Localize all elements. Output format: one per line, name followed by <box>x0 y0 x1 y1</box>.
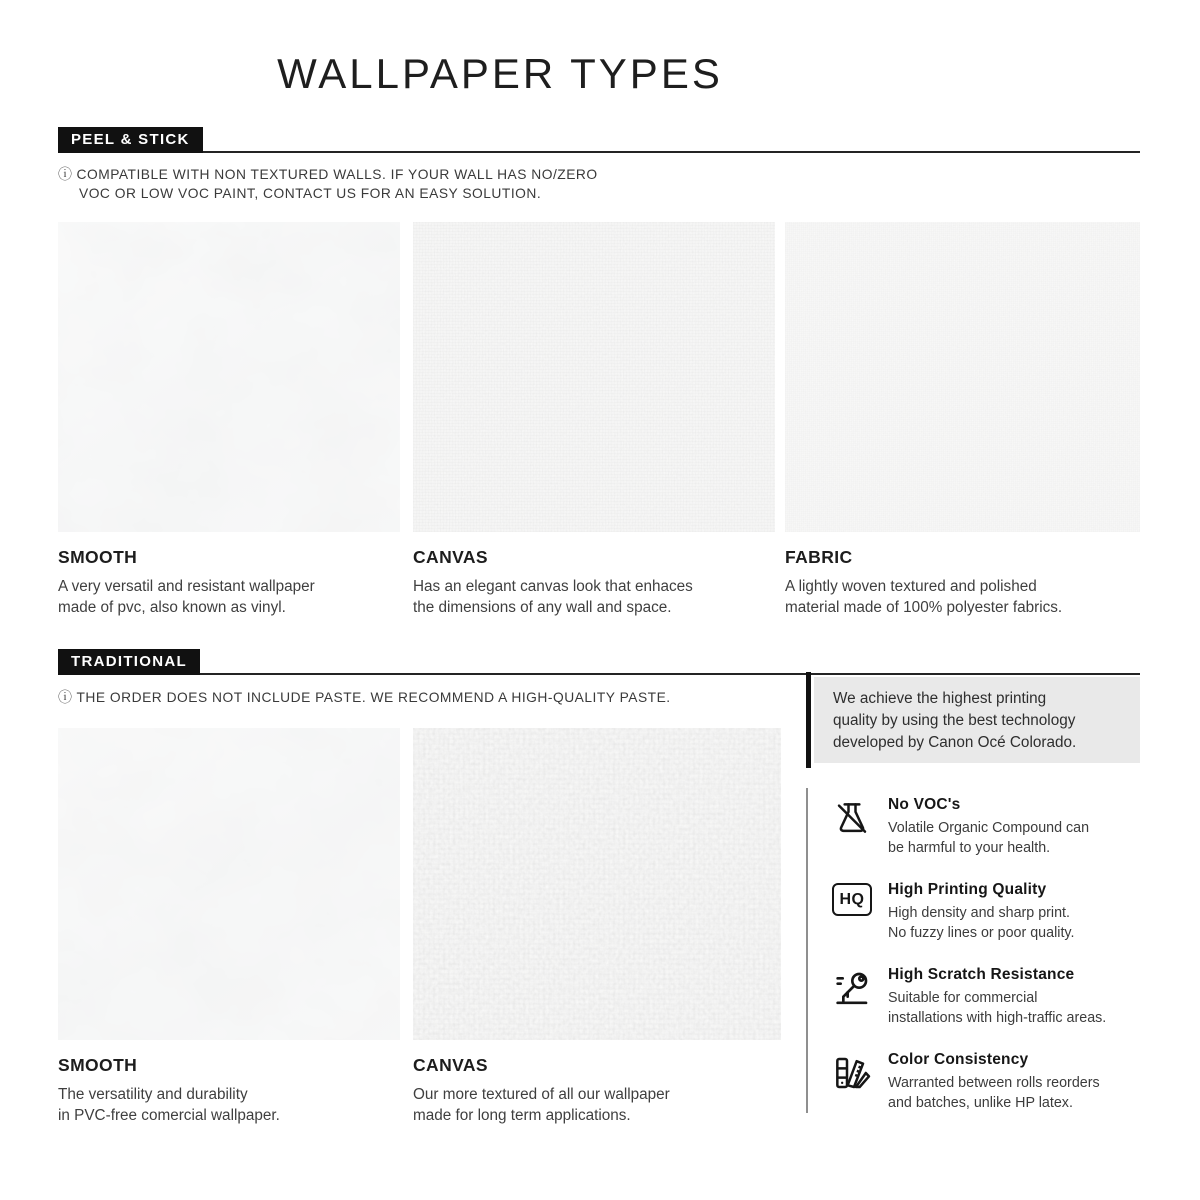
swatch-title: CANVAS <box>413 1055 488 1075</box>
texture-swatch-smooth <box>58 222 400 532</box>
swatch-desc-line: The versatility and durability <box>58 1086 248 1103</box>
swatch-description <box>413 1084 781 1126</box>
swatch-column-trad-canvas <box>413 728 781 1126</box>
swatch-description <box>58 1084 400 1126</box>
texture-swatch-canvas-coarse <box>413 728 781 1040</box>
feature-text <box>888 1051 1100 1113</box>
swatch-desc-line: A lightly woven textured and polished <box>785 578 1037 595</box>
feature-list <box>806 788 1140 1113</box>
note-line: VOC OR LOW VOC PAINT, CONTACT US FOR AN EASY SOLUTION. <box>79 186 542 201</box>
feature-desc-line: installations with high-traffic areas. <box>888 1010 1107 1026</box>
swatch-desc-line: made of pvc, also known as vinyl. <box>58 599 286 616</box>
callout-text <box>814 677 1140 763</box>
section-divider-peel-stick <box>58 151 1140 153</box>
texture-swatch-smooth <box>58 728 400 1040</box>
hq-badge-text: HQ <box>832 883 872 916</box>
swatch-desc-line: Has an elegant canvas look that enhaces <box>413 578 693 595</box>
note-line: COMPATIBLE WITH NON TEXTURED WALLS. IF YOUR WALL HAS NO/ZERO <box>76 167 598 182</box>
swatch-description <box>785 576 1140 618</box>
page-title: WALLPAPER TYPES <box>277 50 723 97</box>
swatch-desc-line: the dimensions of any wall and space. <box>413 599 672 616</box>
swatch-description <box>58 576 400 618</box>
swatch-desc-line: material made of 100% polyester fabrics. <box>785 599 1063 616</box>
feature-desc-line: High density and sharp print. <box>888 905 1070 921</box>
callout-line: quality by using the best technology <box>833 712 1076 729</box>
feature-item-color-consistency <box>832 1051 1140 1113</box>
feature-text <box>888 881 1074 943</box>
feature-description <box>888 988 1106 1028</box>
swatch-column-peel-smooth <box>58 222 400 618</box>
texture-swatch-fabric <box>785 222 1140 532</box>
feature-text <box>888 966 1106 1028</box>
feature-desc-line: No fuzzy lines or poor quality. <box>888 925 1075 941</box>
info-icon: ⓘ <box>58 689 73 705</box>
quality-callout <box>806 672 1140 768</box>
color-swatchbook-icon <box>832 1051 876 1113</box>
swatch-desc-line: Our more textured of all our wallpaper <box>413 1086 670 1103</box>
swatch-desc-line: made for long term applications. <box>413 1107 631 1124</box>
smooth-texture-noise <box>58 728 400 1040</box>
feature-title: High Printing Quality <box>888 881 1047 898</box>
callout-line: We achieve the highest printing <box>833 690 1047 707</box>
swatch-description <box>413 576 775 618</box>
feature-text <box>888 796 1089 858</box>
texture-swatch-canvas <box>413 222 775 532</box>
smooth-texture-noise <box>58 222 400 532</box>
swatch-title: SMOOTH <box>58 1055 138 1075</box>
swatch-column-peel-canvas <box>413 222 775 618</box>
peel-stick-note <box>58 165 598 203</box>
info-icon: ⓘ <box>58 166 73 182</box>
feature-description <box>888 903 1074 943</box>
swatch-column-peel-fabric <box>785 222 1140 618</box>
feature-title: No VOC's <box>888 796 961 813</box>
callout-accent-bar <box>806 672 811 768</box>
feature-title: High Scratch Resistance <box>888 966 1075 983</box>
swatch-desc-line: in PVC-free comercial wallpaper. <box>58 1107 280 1124</box>
feature-desc-line: Suitable for commercial <box>888 990 1038 1006</box>
feature-desc-line: be harmful to your health. <box>888 840 1051 856</box>
hq-badge-icon <box>832 881 876 943</box>
feature-item-high-printing-quality <box>832 881 1140 943</box>
swatch-column-trad-smooth <box>58 728 400 1126</box>
swatch-title: FABRIC <box>785 547 853 567</box>
callout-line: developed by Canon Océ Colorado. <box>833 734 1077 751</box>
feature-description <box>888 818 1089 858</box>
feature-title: Color Consistency <box>888 1051 1029 1068</box>
feature-description <box>888 1073 1100 1113</box>
fabric-texture-noise <box>785 222 1140 532</box>
swatch-title: SMOOTH <box>58 547 138 567</box>
canvas-texture-noise <box>413 222 775 532</box>
swatch-title: CANVAS <box>413 547 488 567</box>
feature-desc-line: Warranted between rolls reorders <box>888 1075 1100 1091</box>
traditional-note <box>58 688 671 707</box>
feature-desc-line: Volatile Organic Compound can <box>888 820 1090 836</box>
feature-item-scratch-resistance <box>832 966 1140 1028</box>
note-line: THE ORDER DOES NOT INCLUDE PASTE. WE RECOMMEND A HIGH-QUALITY PASTE. <box>76 690 671 705</box>
section-badge-peel-stick: PEEL & STICK <box>58 127 203 153</box>
scratch-key-icon <box>832 966 876 1028</box>
feature-desc-line: and batches, unlike HP latex. <box>888 1095 1073 1111</box>
no-voc-flask-icon <box>832 796 876 858</box>
section-badge-traditional: TRADITIONAL <box>58 649 200 675</box>
canvas-texture-noise <box>413 728 781 1040</box>
feature-item-no-voc <box>832 796 1140 858</box>
swatch-desc-line: A very versatil and resistant wallpaper <box>58 578 315 595</box>
